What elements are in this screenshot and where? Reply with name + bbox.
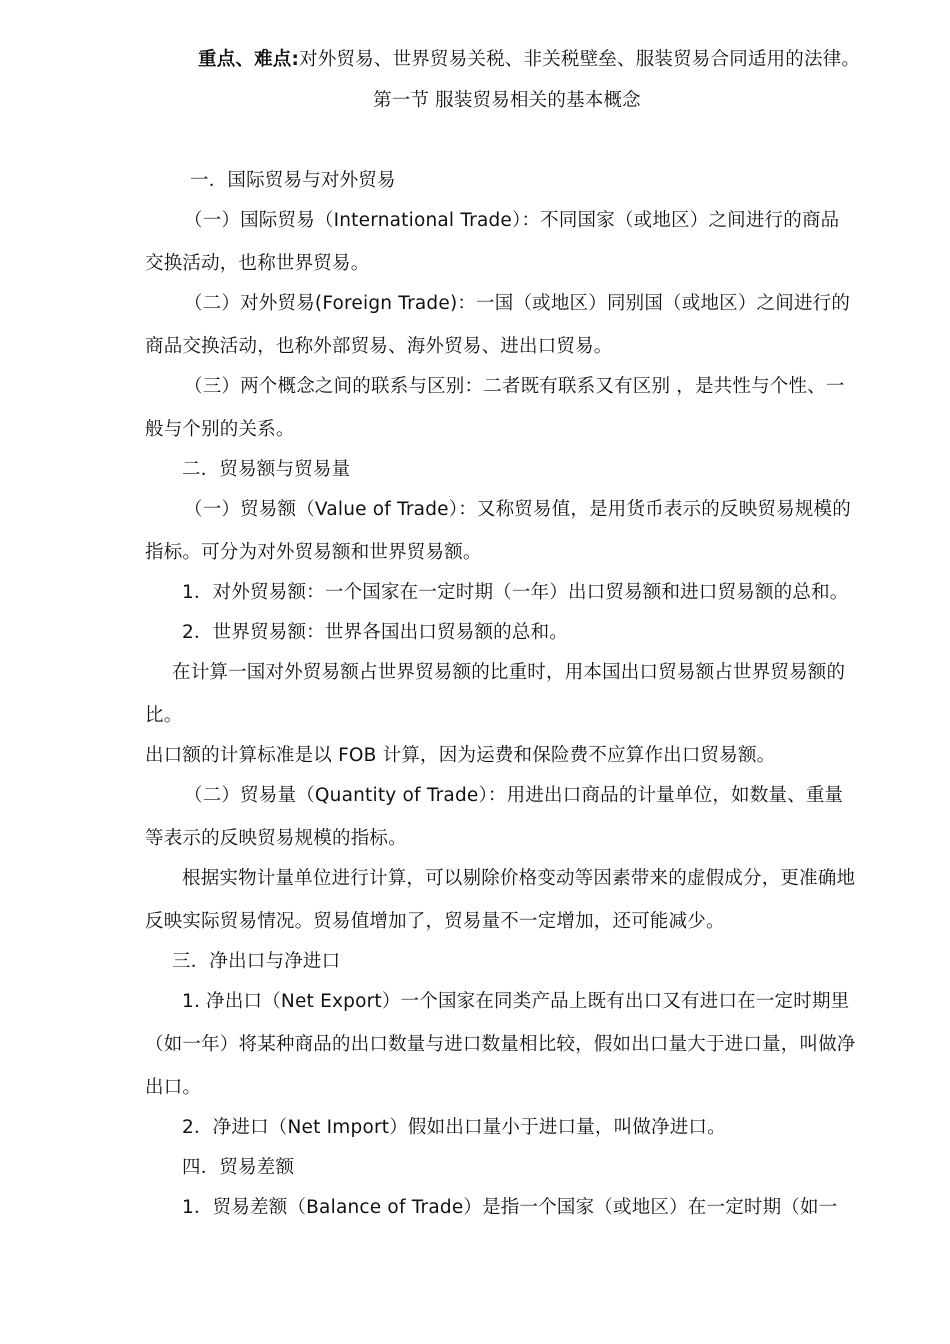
paragraph-line: 出口。 [145, 1077, 202, 1098]
paragraph-line: 等表示的反映贸易规模的指标。 [145, 828, 407, 849]
paragraph-line: 2．世界贸易额：世界各国出口贸易额的总和。 [182, 622, 568, 643]
paragraph-line: 2．净进口（Net Import）假如出口量小于进口量，叫做净进口。 [182, 1117, 726, 1138]
keypoints-line [198, 48, 860, 72]
heading-3: 三．净出口与净进口 [172, 951, 341, 972]
section-title: 第一节 服装贸易相关的基本概念 [373, 90, 641, 111]
heading-1: 一．国际贸易与对外贸易 [190, 170, 396, 191]
paragraph-line: 1．贸易差额（Balance of Trade）是指一个国家（或地区）在一定时期（如一 [182, 1197, 838, 1218]
paragraph-line: 出口额的计算标准是以 FOB 计算，因为运费和保险费不应算作出口贸易额。 [145, 745, 776, 766]
paragraph-line: （一）国际贸易（International Trade）：不同国家（或地区）之间进行的商品 [184, 210, 840, 231]
paragraph-line: 般与个别的关系。 [145, 419, 295, 440]
keypoints-label: 重点、难点: [198, 49, 300, 70]
paragraph-line: （一）贸易额（Value of Trade）：又称贸易值，是用货币表示的反映贸易规模的 [184, 499, 851, 520]
paragraph-line: 指标。可分为对外贸易额和世界贸易额。 [145, 542, 482, 563]
paragraph-line: 在计算一国对外贸易额占世界贸易额的比重时，用本国出口贸易额占世界贸易额的 [172, 662, 846, 683]
paragraph-line: 1．对外贸易额：一个国家在一定时期（一年）出口贸易额和进口贸易额的总和。 [182, 582, 849, 603]
keypoints-text: 对外贸易、世界贸易关税、非关税壁垒、服装贸易合同适用的法律。 [299, 49, 861, 70]
paragraph-line: 交换活动，也称世界贸易。 [145, 253, 370, 274]
paragraph-line: （如一年）将某种商品的出口数量与进口数量相比较，假如出口量大于进口量，叫做净 [145, 1034, 856, 1055]
paragraph-line: 比。 [145, 705, 183, 726]
paragraph-line: 根据实物计量单位进行计算，可以剔除价格变动等因素带来的虚假成分，更准确地 [182, 868, 856, 889]
paragraph-line: 1. 净出口（Net Export）一个国家在同类产品上既有出口又有进口在一定时期里 [182, 991, 850, 1012]
paragraph-line: （二）贸易量（Quantity of Trade）：用进出口商品的计量单位，如数量、重量 [184, 785, 844, 806]
paragraph-line: （三）两个概念之间的联系与区别：二者既有联系又有区别 ，是共性与个性、一 [184, 376, 845, 397]
paragraph-line: 反映实际贸易情况。贸易值增加了，贸易量不一定增加，还可能减少。 [145, 911, 725, 932]
paragraph-line: （二）对外贸易(Foreign Trade)：一国（或地区）同别国（或地区）之间进行的 [184, 293, 851, 314]
paragraph-line: 商品交换活动，也称外部贸易、海外贸易、进出口贸易。 [145, 336, 613, 357]
heading-2: 二．贸易额与贸易量 [182, 459, 351, 480]
heading-4: 四．贸易差额 [182, 1157, 295, 1178]
